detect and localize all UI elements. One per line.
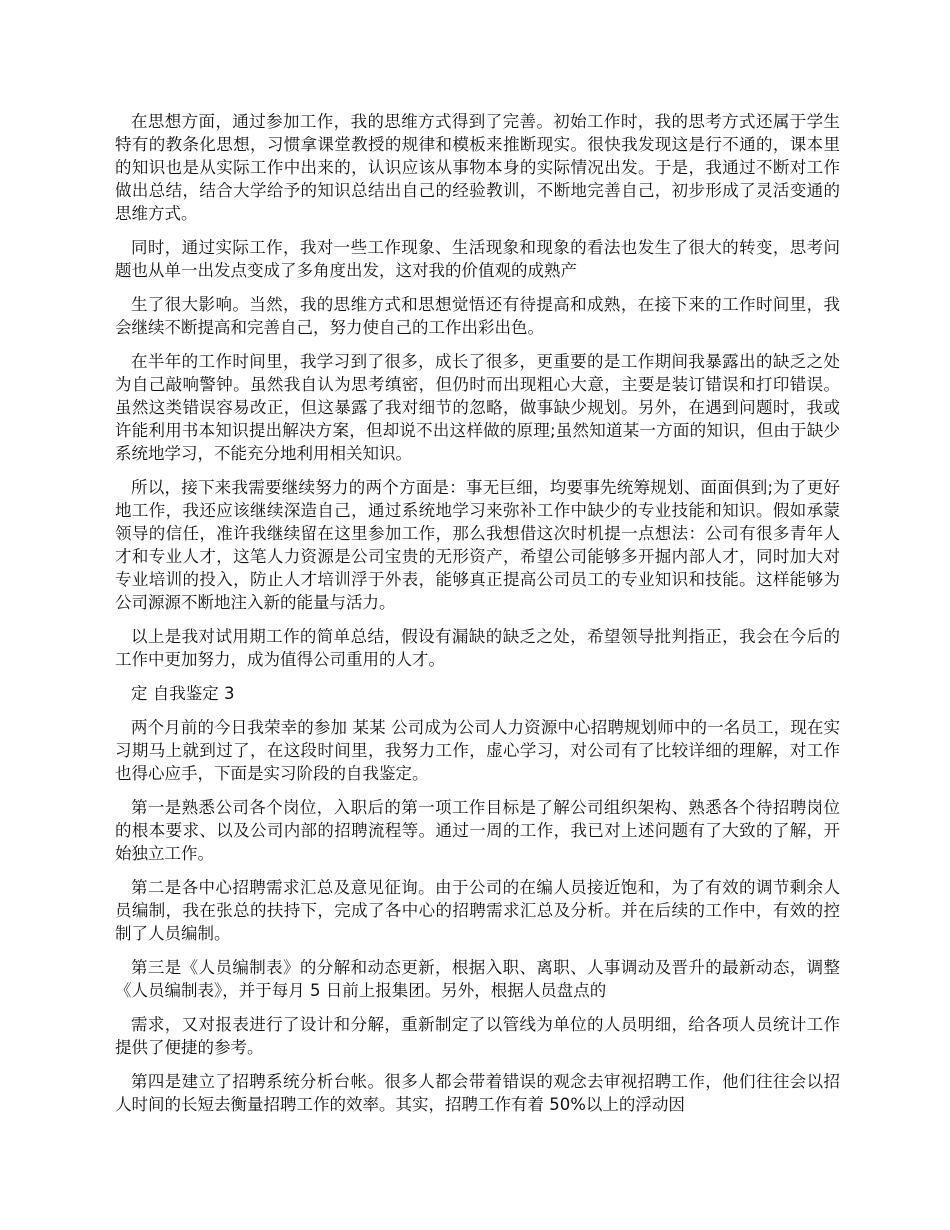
paragraph: 第二是各中心招聘需求汇总及意见征询。由于公司的在编人员接近饱和，为了有效的调节剩余人员编制，我在张总的扶持下，完成了各中心的招聘需求汇总及分析。并在后续的工作中，有效的控制了人员编制。 — [115, 878, 840, 943]
paragraph: 在半年的工作时间里，我学习到了很多，成长了很多，更重要的是工作期间我暴露出的缺乏之处为自己敲响警钟。虽然我自认为思考缜密，但仍时而出现粗心大意，主要是装订错误和打印错误。虽然这类错误容易改正，但这暴露了我对细节的忽略，做事缺少规划。另外，在遇到问题时，我或许能利用书本知识提出解决方案，但却说不出这样做的原理;虽然知道某一方面的知识，但由于缺少系统地学习，不能充分地利用相关知识。 — [115, 352, 840, 463]
paragraph: 需求，又对报表进行了设计和分解，重新制定了以管线为单位的人员明细，给各项人员统计工作提供了便捷的参考。 — [115, 1015, 840, 1057]
paragraph: 第三是《人员编制表》的分解和动态更新，根据入职、离职、人事调动及晋升的最新动态，调整《人员编制表》，并于每月 5 日前上报集团。另外，根据人员盘点的 — [115, 958, 840, 1000]
paragraph: 两个月前的今日我荣幸的参加 某某 公司成为公司人力资源中心招聘规划师中的一名员工，现在实习期马上就到过了，在这段时间里，我努力工作，虚心学习，对公司有了比较详细的理解，对工作也得心应手，下面是实习阶段的自我鉴定。 — [115, 718, 840, 783]
paragraph: 第四是建立了招聘系统分析台帐。很多人都会带着错误的观念去审视招聘工作，他们往往会以招人时间的长短去衡量招聘工作的效率。其实，招聘工作有着 50%以上的浮动因 — [115, 1072, 840, 1114]
document-body — [115, 110, 840, 1127]
paragraph: 第一是熟悉公司各个岗位，入职后的第一项工作目标是了解公司组织架构、熟悉各个待招聘岗位的根本要求、以及公司内部的招聘流程等。通过一周的工作，我已对上述问题有了大致的了解，开始独立工作。 — [115, 798, 840, 863]
paragraph: 所以，接下来我需要继续努力的两个方面是：事无巨细，均要事先统筹规划、面面俱到;为了更好地工作，我还应该继续深造自己，通过系统地学习来弥补工作中缺少的专业技能和知识。假如承蒙领导的信任，准许我继续留在这里参加工作，那么我想借这次时机提一点想法：公司有很多青年人才和专业人才，这笔人力资源是公司宝贵的无形资产，希望公司能够多开掘内部人才，同时加大对专业培训的投入，防止人才培训浮于外表，能够真正提高公司员工的专业知识和技能。这样能够为公司源源不断地注入新的能量与活力。 — [115, 478, 840, 612]
paragraph: 以上是我对试用期工作的简单总结，假设有漏缺的缺乏之处，希望领导批判指正，我会在今后的工作中更加努力，成为值得公司重用的人才。 — [115, 627, 840, 669]
paragraph: 在思想方面，通过参加工作，我的思维方式得到了完善。初始工作时，我的思考方式还属于学生特有的教条化思想，习惯拿课堂教授的规律和模板来推断现实。很快我发现这是行不通的，课本里的知识也是从实际工作中出来的，认识应该从事物本身的实际情况出发。于是，我通过不断对工作做出总结，结合大学给予的知识总结出自己的经验教训，不断地完善自己，初步形成了灵活变通的思维方式。 — [115, 112, 840, 223]
section-heading: 定 自我鉴定 3 — [131, 684, 235, 703]
paragraph: 生了很大影响。当然，我的思维方式和思想觉悟还有待提高和成熟，在接下来的工作时间里，我会继续不断提高和完善自己，努力使自己的工作出彩出色。 — [115, 295, 840, 337]
paragraph: 同时，通过实际工作，我对一些工作现象、生活现象和现象的看法也发生了很大的转变，思考问题也从单一出发点变成了多角度出发，这对我的价值观的成熟产 — [115, 238, 840, 280]
